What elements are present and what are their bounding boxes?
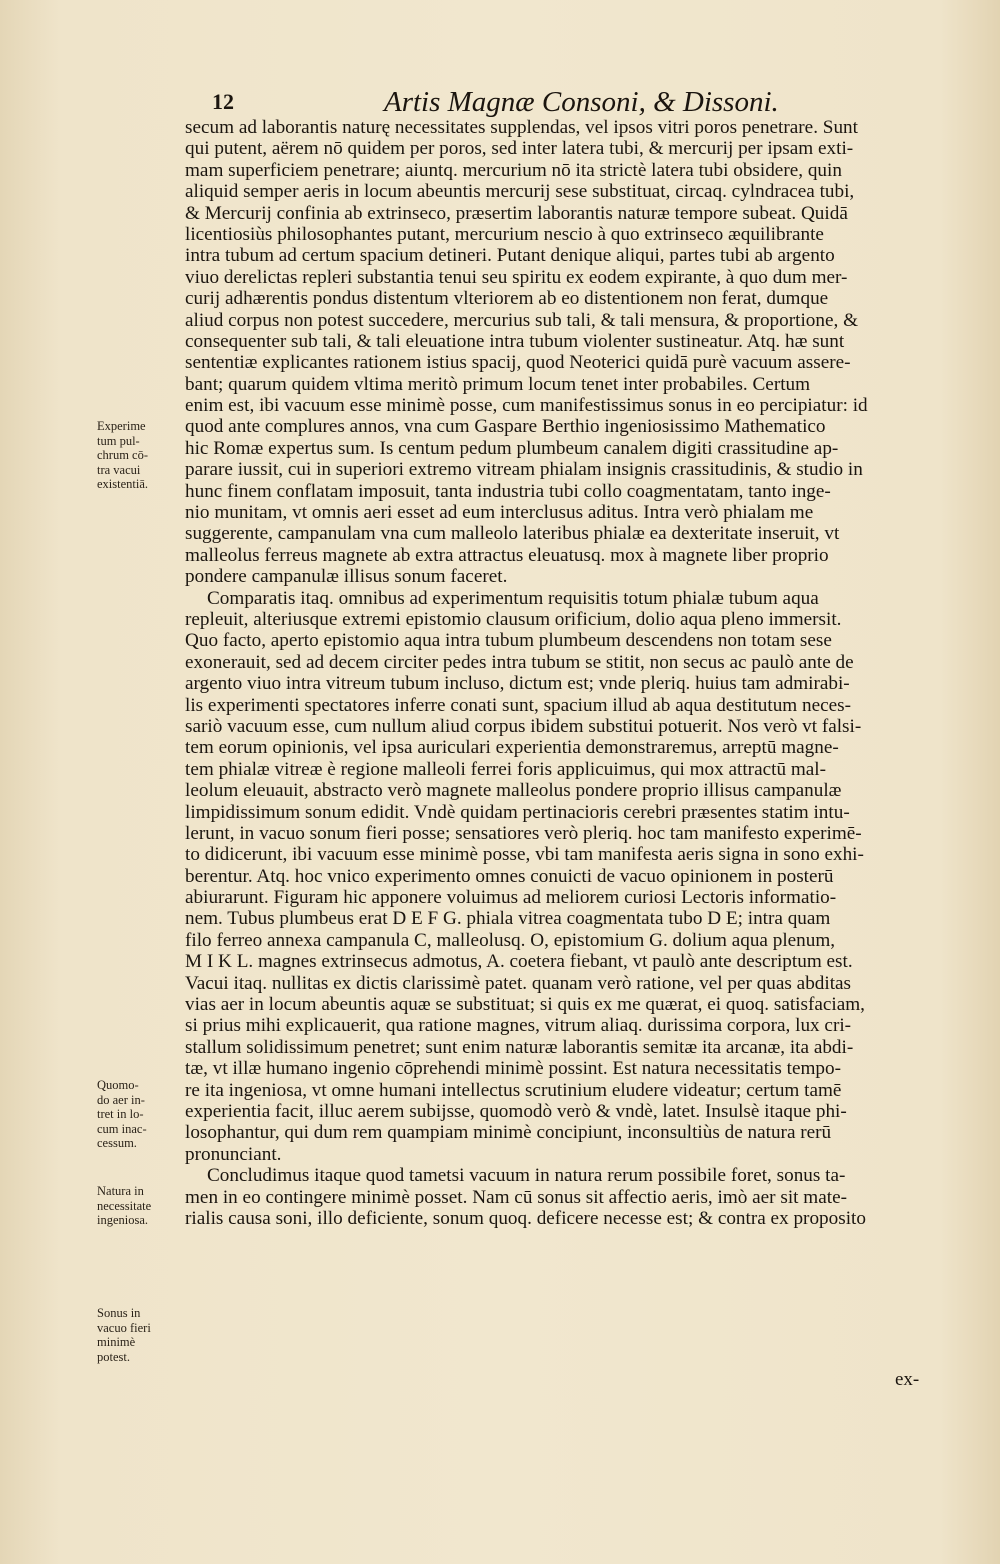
page-number: 12 xyxy=(212,89,234,114)
text-line: repleuit, alteriusque extremi epistomio clausum orificium, dolio aqua pleno immersit. xyxy=(185,608,842,630)
marginal-note xyxy=(97,1078,181,1151)
text-line: M I K L. magnes extrinsecus admotus, A. coetera fiebant, vt paulò ante descriptum est. xyxy=(185,951,853,973)
body-text xyxy=(185,117,965,1229)
text-line: malleolus ferreus magnete ab extra attractus eleuatusq. mox à magnete liber proprio xyxy=(185,544,829,566)
text-line: Comparatis itaq. omnibus ad experimentum requisitis totum phialæ tubum aqua xyxy=(207,587,819,609)
marginal-note-line: tret in lo- xyxy=(97,1107,144,1122)
text-line: berentur. Atq. hoc vnico experimento omnes conuicti de vacuo opinionem in posterū xyxy=(185,865,834,887)
text-line: nio munitam, vt omnis aeri esset ad eum interclusus aditus. Intra verò phialam me xyxy=(185,502,814,524)
text-line: quod ante complures annos, vna cum Gaspare Berthio ingeniosissimo Mathematico xyxy=(185,416,826,438)
text-line: intra tubum ad certum spacium detineri. Putant denique aliqui, partes tubi ab argento xyxy=(185,245,835,267)
text-line: sariò vacuum esse, cum nullum aliud corpus ibidem substitui potuerit. Nos verò vt falsi- xyxy=(185,715,862,737)
marginal-note-line: necessitate xyxy=(97,1198,152,1213)
text-line: experientia facit, illuc aerem subijsse, quomodò verò & vndè, latet. Insulsè itaque phi- xyxy=(185,1100,847,1122)
running-title: Artis Magnæ Consoni, & Dissoni. xyxy=(384,86,779,118)
marginal-note-line: Quomo- xyxy=(97,1078,139,1092)
text-line: Vacui itaq. nullitas ex dictis clarissimè patet. quanam verò ratione, vel per quas abditas xyxy=(185,972,852,994)
text-line: aliquid semper aeris in locum abeuntis mercurij sese substituat, circaq. cylndracea tubi, xyxy=(185,181,855,203)
text-line: pronunciant. xyxy=(185,1143,282,1165)
text-line: parare iussit, cui in superiori extremo vitream phialam insignis crassitudinis, & studio in xyxy=(185,459,863,481)
text-line: filo ferreo annexa campanula C, malleolusq. O, epistomium G. dolium aqua plenum, xyxy=(185,929,836,951)
text-line: losophantur, qui dum rem quampiam minimè concipiunt, inconsultiùs de natura rerū xyxy=(185,1122,832,1144)
text-line: Concludimus itaque quod tametsi vacuum in natura rerum possibile foret, sonus ta- xyxy=(207,1165,846,1187)
marginal-note-line: minimè xyxy=(97,1335,136,1350)
text-line: lerunt, in vacuo sonum fieri posse; sensatiores verò pleriq. hoc tam manifesto experimē- xyxy=(185,822,862,844)
marginal-note-line: tra vacui xyxy=(97,462,141,477)
text-line: tæ, vt illæ humano ingenio cōprehendi minimè possint. Est natura necessitatis tempo- xyxy=(185,1058,842,1080)
text-line: qui putent, aërem nō quidem per poros, sed inter latera tubi, & mercurij per ipsam exti- xyxy=(185,138,854,160)
marginal-note-line: tum pul- xyxy=(97,433,140,448)
text-line: lis experimenti spectatores inferre conati sunt, spacium illud ab aqua destitutum neces- xyxy=(185,694,852,716)
text-line: nem. Tubus plumbeus erat D E F G. phiala vitrea coagmentata tubo D E; intra quam xyxy=(185,908,831,930)
text-line: stallum solidissimum penetret; sunt enim naturæ laborantis semitæ ita arcanæ, ita abdi- xyxy=(185,1036,854,1058)
text-line: secum ad laborantis naturę necessitates supplendas, vel ipsos vitri poros penetrare. Sunt xyxy=(185,117,858,138)
text-line: tem phialæ vitreæ è regione malleoli ferrei foris applicuimus, qui mox attractū mal- xyxy=(185,758,826,780)
text-line: exonerauit, sed ad decem circiter pedes intra tubum se stitit, non secus ac paulò ante de xyxy=(185,651,854,673)
text-line: leolum eleuauit, abstracto verò magnete malleolus pondere proprio illisus campanulæ xyxy=(185,780,842,802)
text-line: hic Romæ expertus sum. Is centum pedum plumbeum canalem digiti crassitudine ap- xyxy=(185,437,839,459)
text-line: viuo derelictas repleri substantia tenui seu spiritu ex eodem expirante, à quo dum mer- xyxy=(185,266,848,288)
text-line: rialis causa soni, illo deficiente, sonum quoq. deficere necesse est; & contra ex proposito xyxy=(185,1207,866,1229)
text-line: argento viuo intra vitreum tubum incluso, dictum est; vnde pleriq. huius tam admirabi- xyxy=(185,673,850,695)
text-line: curij adhærentis pondus distentum vlteriorem ab eo distentionem non ferat, dumque xyxy=(185,288,829,310)
text-line: enim est, ibi vacuum esse minimè posse, cum manifestissimus sonus in eo percipiatur: id xyxy=(185,395,868,417)
text-line: aliud corpus non potest succedere, mercurius sub tali, & tali mensura, & proportione, & xyxy=(185,309,858,331)
marginal-note-line: Experime xyxy=(97,419,146,433)
marginal-note-line: Natura in xyxy=(97,1184,144,1198)
text-line: consequenter sub tali, & tali eleuatione intra tubum violenter sustineatur. Atq. hæ sunt xyxy=(185,330,845,352)
text-line: si prius mihi explicauerit, qua ratione magnes, vitrum aliaq. durissima corpora, lux cri- xyxy=(185,1015,852,1037)
text-line: hunc finem conflatam imposuit, tanta industria tubi collo coagmentatam, tanto inge- xyxy=(185,480,831,502)
marginal-note-line: potest. xyxy=(97,1349,130,1364)
text-line: licentiosiùs philosophantes putant, mercurium nescio à quo extrinseco æquilibrante xyxy=(185,223,824,245)
text-line: tem eorum opinionis, vel ipsa auriculari experientia demonstraremus, arreptū magne- xyxy=(185,737,839,759)
text-line: mam superficiem penetrare; aiuntq. mercurium nō ita strictè latera tubi obsidere, quin xyxy=(185,159,842,181)
text-line: re ita ingeniosa, vt omne humani intellectus scrutinium eludere videatur; certum tamē xyxy=(185,1079,842,1101)
marginal-note xyxy=(97,419,181,492)
marginal-note-line: Sonus in xyxy=(97,1306,141,1320)
text-line: to didicerunt, ibi vacuum esse minimè posse, vbi tam manifesta aeris signa in sono exhi- xyxy=(185,844,864,866)
text-line: limpidissimum sonum edidit. Vndè quidam pertinacioris cerebri præsentes statim intu- xyxy=(185,801,850,823)
text-line: suggerente, campanulam vna cum malleolo lateribus phialæ ea dexteritate inseruit, vt xyxy=(185,523,840,545)
text-line: vias aer in locum abeuntis aquæ se substituat; si quis ex me quærat, ei quoq. satisfaciam, xyxy=(185,994,865,1016)
marginal-note xyxy=(97,1184,181,1228)
marginal-note-line: cum inac- xyxy=(97,1121,147,1136)
page-header xyxy=(212,82,779,122)
text-line: pondere campanulæ illisus sonum faceret. xyxy=(185,566,508,588)
text-line: sententiæ explicantes rationem istius spacij, quod Neoterici quidā purè vacuum assere- xyxy=(185,352,851,374)
marginal-note-line: existentiā. xyxy=(97,477,149,492)
text-line: & Mercurij confinia ab extrinseco, præsertim laborantis naturæ tempore subeat. Quidā xyxy=(185,202,848,224)
marginal-note-line: vacuo fieri xyxy=(97,1320,151,1335)
text-line: men in eo contingere minimè posset. Nam cū sonus sit affectio aeris, imò aer sit mate- xyxy=(185,1186,847,1208)
marginal-note-line: cessum. xyxy=(97,1136,137,1151)
marginal-note-line: ingeniosa. xyxy=(97,1213,149,1228)
marginal-note-line: do aer in- xyxy=(97,1092,145,1107)
marginal-note-line: chrum cō- xyxy=(97,448,149,463)
catchword: ex- xyxy=(895,1369,920,1390)
text-line: Quo facto, aperto epistomio aqua intra tubum plumbeum descendens non totam sese xyxy=(185,630,832,652)
marginal-note xyxy=(97,1306,181,1364)
text-line: bant; quarum quidem vltima meritò primum locum tenet inter probabiles. Certum xyxy=(185,373,811,395)
text-line: abiurarunt. Figuram hic apponere voluimus ad meliorem curiosi Lectoris informatio- xyxy=(185,887,837,909)
